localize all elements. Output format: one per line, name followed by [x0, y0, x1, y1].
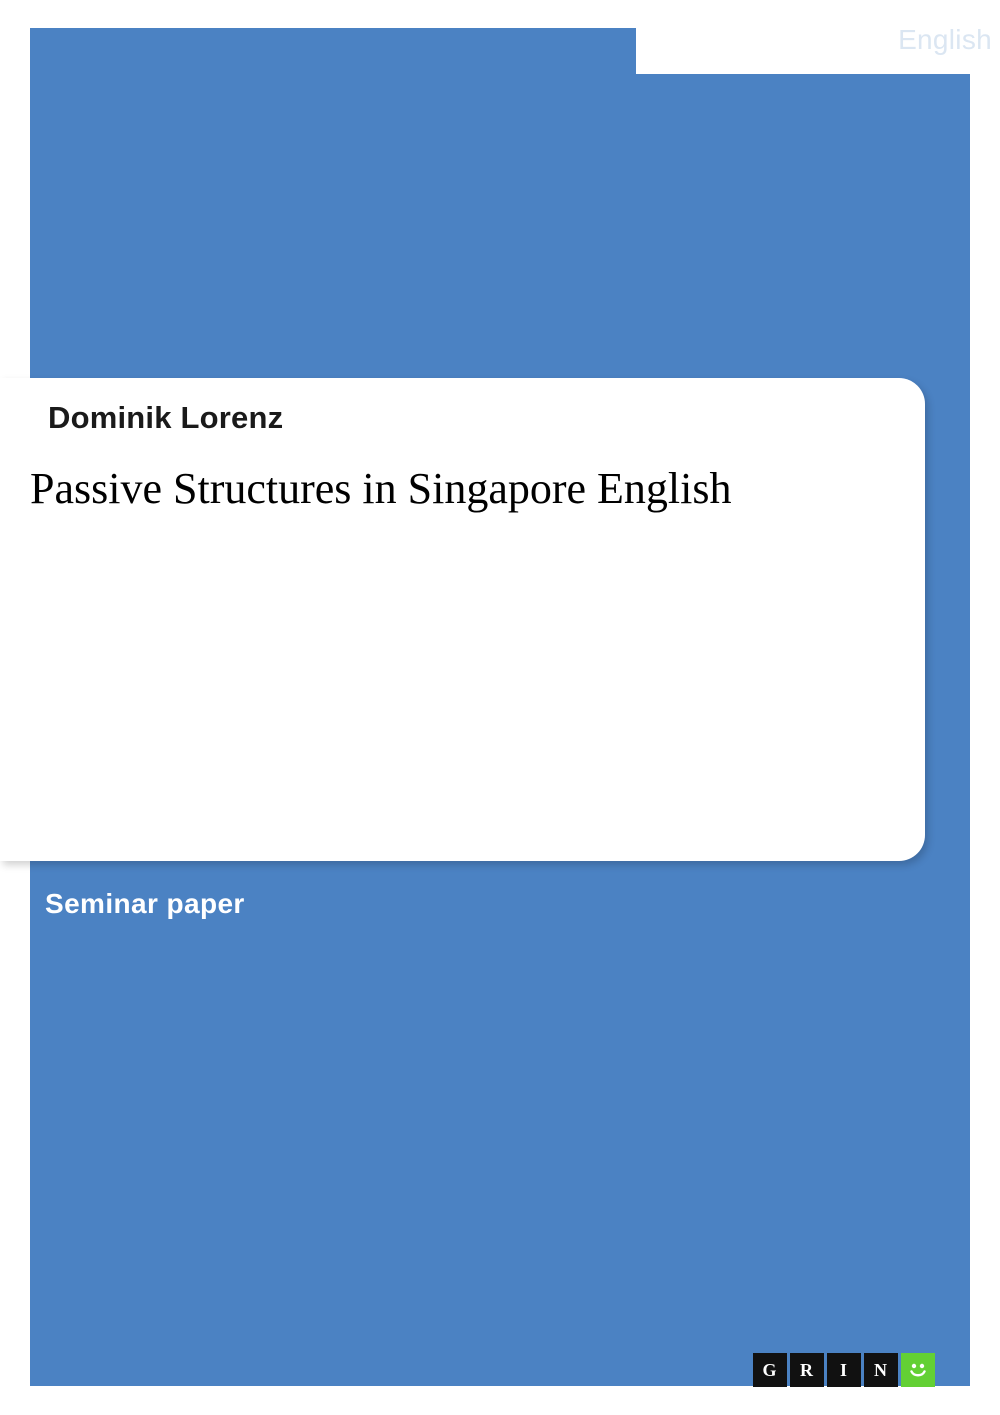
logo-letter-g: G [753, 1353, 787, 1387]
logo-letter-r: R [790, 1353, 824, 1387]
author-name: Dominik Lorenz [48, 400, 284, 435]
language-label: English [898, 24, 992, 55]
document-type-label: Seminar paper [45, 888, 245, 919]
logo-letter-n: N [864, 1353, 898, 1387]
title-card [0, 378, 925, 861]
smiley-face-icon [901, 1353, 935, 1387]
grin-publisher-logo [753, 1353, 935, 1387]
page-title: Passive Structures in Singapore English [30, 464, 732, 513]
logo-letter-i: I [827, 1353, 861, 1387]
